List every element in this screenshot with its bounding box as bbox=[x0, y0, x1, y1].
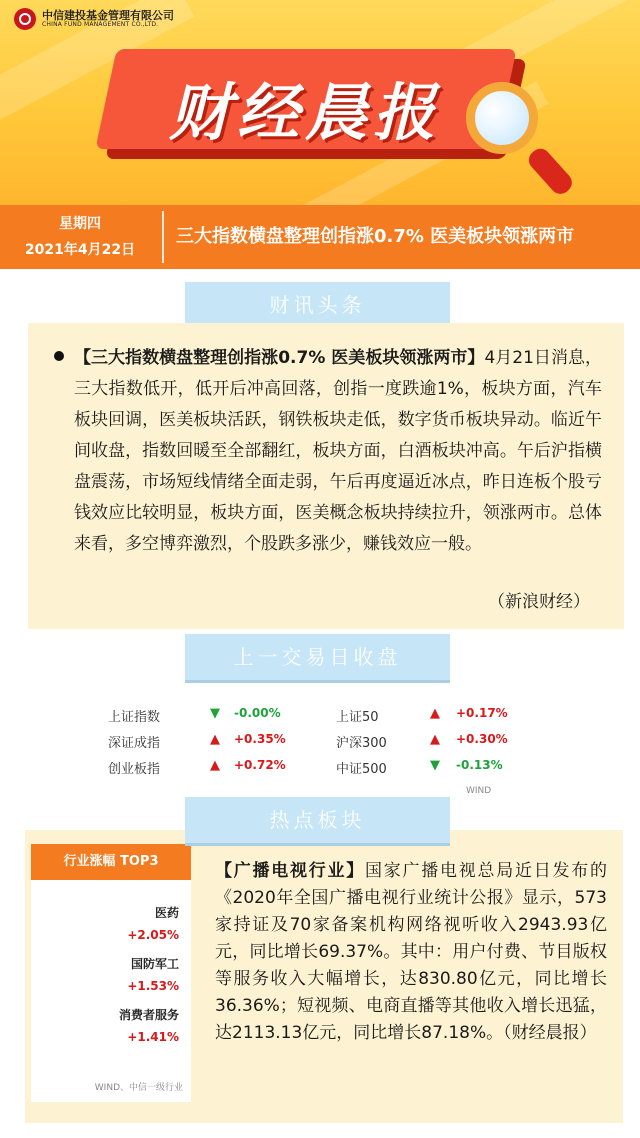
article-title: 【广播电视行业】 bbox=[215, 861, 365, 881]
index-change: +0.72% bbox=[234, 758, 286, 772]
company-name-en: CHINA FUND MANAGEMENT CO.,LTD. bbox=[42, 20, 159, 28]
arrow-up-icon: ▲ bbox=[210, 732, 220, 747]
arrow-up-icon: ▲ bbox=[210, 758, 220, 773]
index-change: -0.13% bbox=[456, 758, 503, 772]
report-title-block bbox=[100, 45, 520, 160]
divider bbox=[162, 211, 164, 263]
sector-change: +1.53% bbox=[127, 979, 179, 993]
news-paragraph bbox=[74, 343, 602, 560]
header-banner bbox=[0, 0, 640, 205]
index-change: -0.00% bbox=[234, 706, 281, 720]
news-source: （新浪财经） bbox=[488, 592, 590, 612]
arrow-down-icon: ▼ bbox=[210, 706, 220, 721]
index-name: 深证成指 bbox=[108, 736, 161, 751]
arrow-up-icon: ▲ bbox=[430, 732, 440, 747]
index-name: 创业板指 bbox=[108, 762, 161, 777]
index-name: 上证指数 bbox=[108, 710, 161, 725]
tab-news-headlines: 财讯头条 bbox=[185, 282, 450, 328]
report-date: 2021年4月22日 bbox=[24, 242, 136, 258]
index-name: 上证50 bbox=[336, 710, 379, 725]
report-title: 财经晨报 bbox=[168, 76, 441, 149]
hot-sector-article bbox=[215, 858, 607, 1047]
tab-hot-sectors: 热点板块 bbox=[185, 797, 450, 843]
sector-change: +2.05% bbox=[127, 928, 179, 942]
top3-title: 行业涨幅 TOP3 bbox=[31, 844, 191, 880]
article-body: 国家广播电视总局近日发布的《2020年全国广播电视行业统计公报》显示，573家持证及70家备案机构网络视听收入2943.93亿元，同比增长69.37%。其中：用户付费、节目版权等服务收入大幅增长，达830.80亿元，同比增长36.36%；短视频、电商直播等其他收入增长迅猛，达2113.13亿元，同比增长87.18%。（财经晨报） bbox=[215, 861, 607, 1043]
news-body: 4月21日消息，三大指数低开，低开后冲高回落，创指一度跌逾1%，板块方面，汽车板块回调，医美板块活跃，钢铁板块走低，数字货币板块异动。临近午间收盘，指数回暖至全部翻红，板块方面，白酒板块冲高。午后沪指横盘震荡，市场短线情绪全面走弱，午后再度逼近冰点，昨日连板个股亏钱效应比较明显，板块方面，医美概念板块持续拉升，领涨两市。总体来看，多空博弈激烈，个股跌多涨少，赚钱效应一般。 bbox=[74, 348, 602, 554]
sector-name: 消费者服务 bbox=[118, 1008, 179, 1022]
top3-panel bbox=[31, 844, 191, 1102]
sector-source-note: WIND、中信一级行业 bbox=[94, 1083, 183, 1093]
magnifier-handle bbox=[525, 145, 576, 198]
sector-name: 国防军工 bbox=[130, 957, 179, 971]
company-name-cn: 中信建投基金管理有限公司 bbox=[42, 8, 174, 22]
main-headline: 三大指数横盘整理创指涨0.7% 医美板块领涨两市 bbox=[176, 226, 575, 247]
arrow-down-icon: ▼ bbox=[430, 758, 440, 773]
sector-change: +1.41% bbox=[127, 1030, 179, 1044]
news-title: 【三大指数横盘整理创指涨0.7% 医美板块领涨两市】 bbox=[74, 348, 485, 368]
index-name: 沪深300 bbox=[336, 736, 387, 751]
hot-sector-card bbox=[25, 830, 623, 1123]
date-block bbox=[0, 205, 160, 269]
company-logo bbox=[14, 8, 174, 30]
news-card bbox=[28, 323, 624, 629]
bullet-icon bbox=[54, 351, 64, 361]
date-headline-bar bbox=[0, 205, 640, 269]
weekday: 星期四 bbox=[59, 216, 101, 232]
market-source-note: WIND bbox=[466, 786, 492, 796]
logo-emblem-icon bbox=[14, 8, 36, 30]
tab-previous-close: 上一交易日收盘 bbox=[185, 634, 450, 680]
index-name: 中证500 bbox=[336, 762, 387, 777]
index-change: +0.35% bbox=[234, 732, 286, 746]
arrow-up-icon: ▲ bbox=[430, 706, 440, 721]
index-change: +0.17% bbox=[456, 706, 508, 720]
sector-name: 医药 bbox=[154, 906, 179, 920]
magnifier-icon bbox=[466, 82, 538, 154]
index-change: +0.30% bbox=[456, 732, 508, 746]
